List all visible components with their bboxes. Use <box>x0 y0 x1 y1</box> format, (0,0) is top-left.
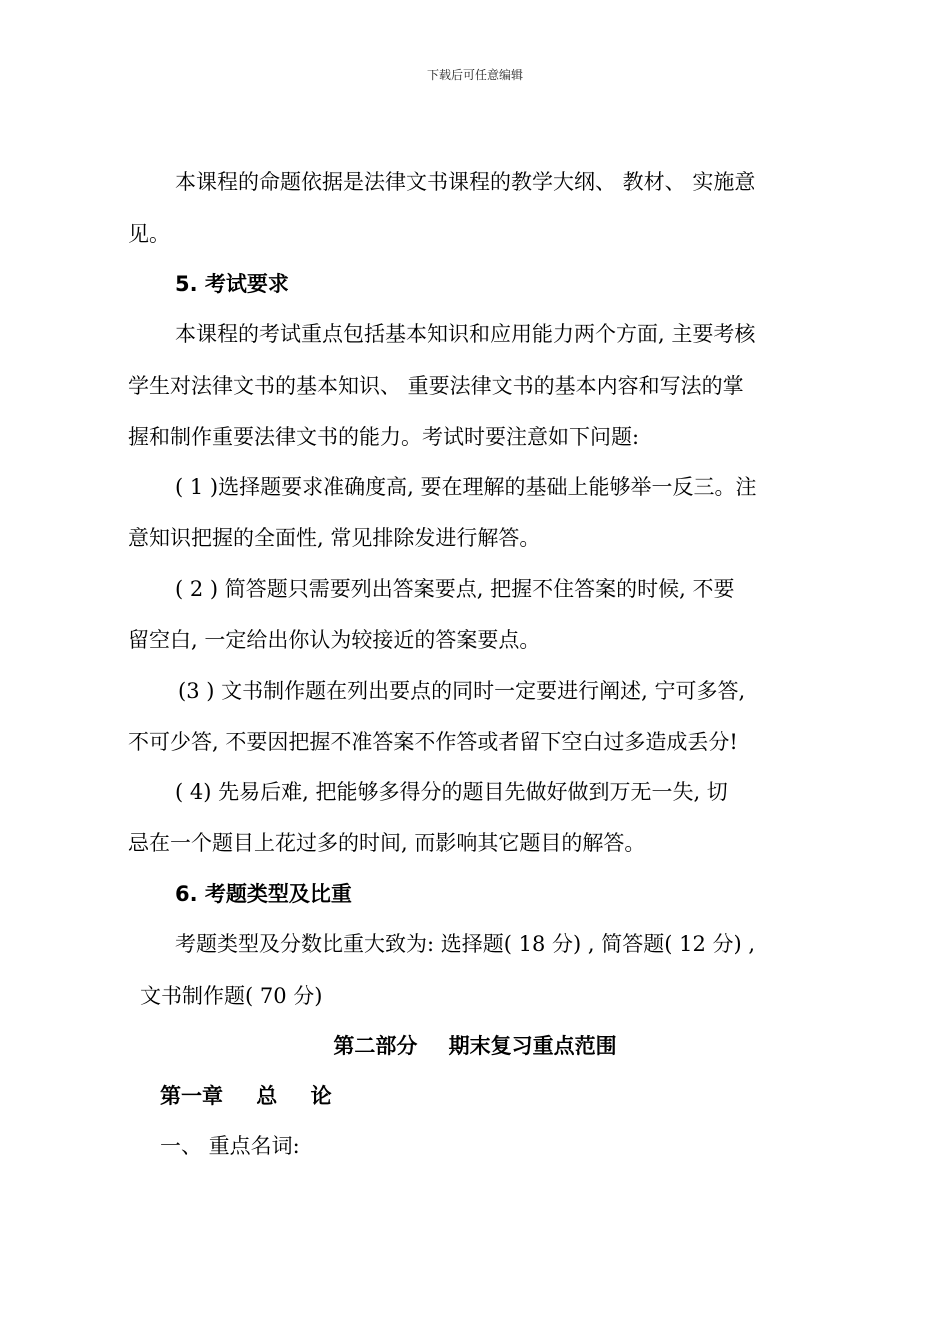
paragraph-line: 忌在一个题目上花过多的时间, 而影响其它题目的解答。 <box>128 831 646 855</box>
subsection-heading: 一、 重点名词: <box>160 1134 300 1158</box>
paragraph-line: ( 4) 先易后难, 把能够多得分的题目先做好做到万无一失, 切 <box>175 780 728 804</box>
paragraph-line: 见。 <box>128 222 170 246</box>
paragraph-line: 意知识把握的全面性, 常见排除发进行解答。 <box>128 526 541 550</box>
paragraph-line: ( 2 ) 简答题只需要列出答案要点, 把握不住答案的时候, 不要 <box>175 577 735 601</box>
paragraph-line: 本课程的考试重点包括基本知识和应用能力两个方面, 主要考核 <box>175 322 756 346</box>
chapter-heading: 第一章 总 论 <box>160 1084 332 1108</box>
paragraph-line: 学生对法律文书的基本知识、 重要法律文书的基本内容和写法的掌 <box>128 374 744 398</box>
paragraph-line: 不可少答, 不要因把握不准答案不作答或者留下空白过多造成丢分! <box>128 730 738 754</box>
paragraph-line: 握和制作重要法律文书的能力。考试时要注意如下问题: <box>128 425 640 449</box>
section-heading: 5. 考试要求 <box>175 272 289 296</box>
paragraph-line: 文书制作题( 70 分) <box>140 984 323 1008</box>
paragraph-line: 留空白, 一定给出你认为较接近的答案要点。 <box>128 628 541 652</box>
page-header: 下载后可任意编辑 <box>426 68 523 82</box>
paragraph-line: (3 ) 文书制作题在列出要点的同时一定要进行阐述, 宁可多答, <box>178 679 746 703</box>
paragraph-line: 本课程的命题依据是法律文书课程的教学大纲、 教材、 实施意 <box>175 170 756 194</box>
section-heading: 6. 考题类型及比重 <box>175 882 352 906</box>
part-heading: 第二部分 期末复习重点范围 <box>333 1034 617 1058</box>
paragraph-line: ( 1 )选择题要求准确度高, 要在理解的基础上能够举一反三。注 <box>175 475 757 499</box>
paragraph-line: 考题类型及分数比重大致为: 选择题( 18 分) , 简答题( 12 分) , <box>175 932 756 956</box>
